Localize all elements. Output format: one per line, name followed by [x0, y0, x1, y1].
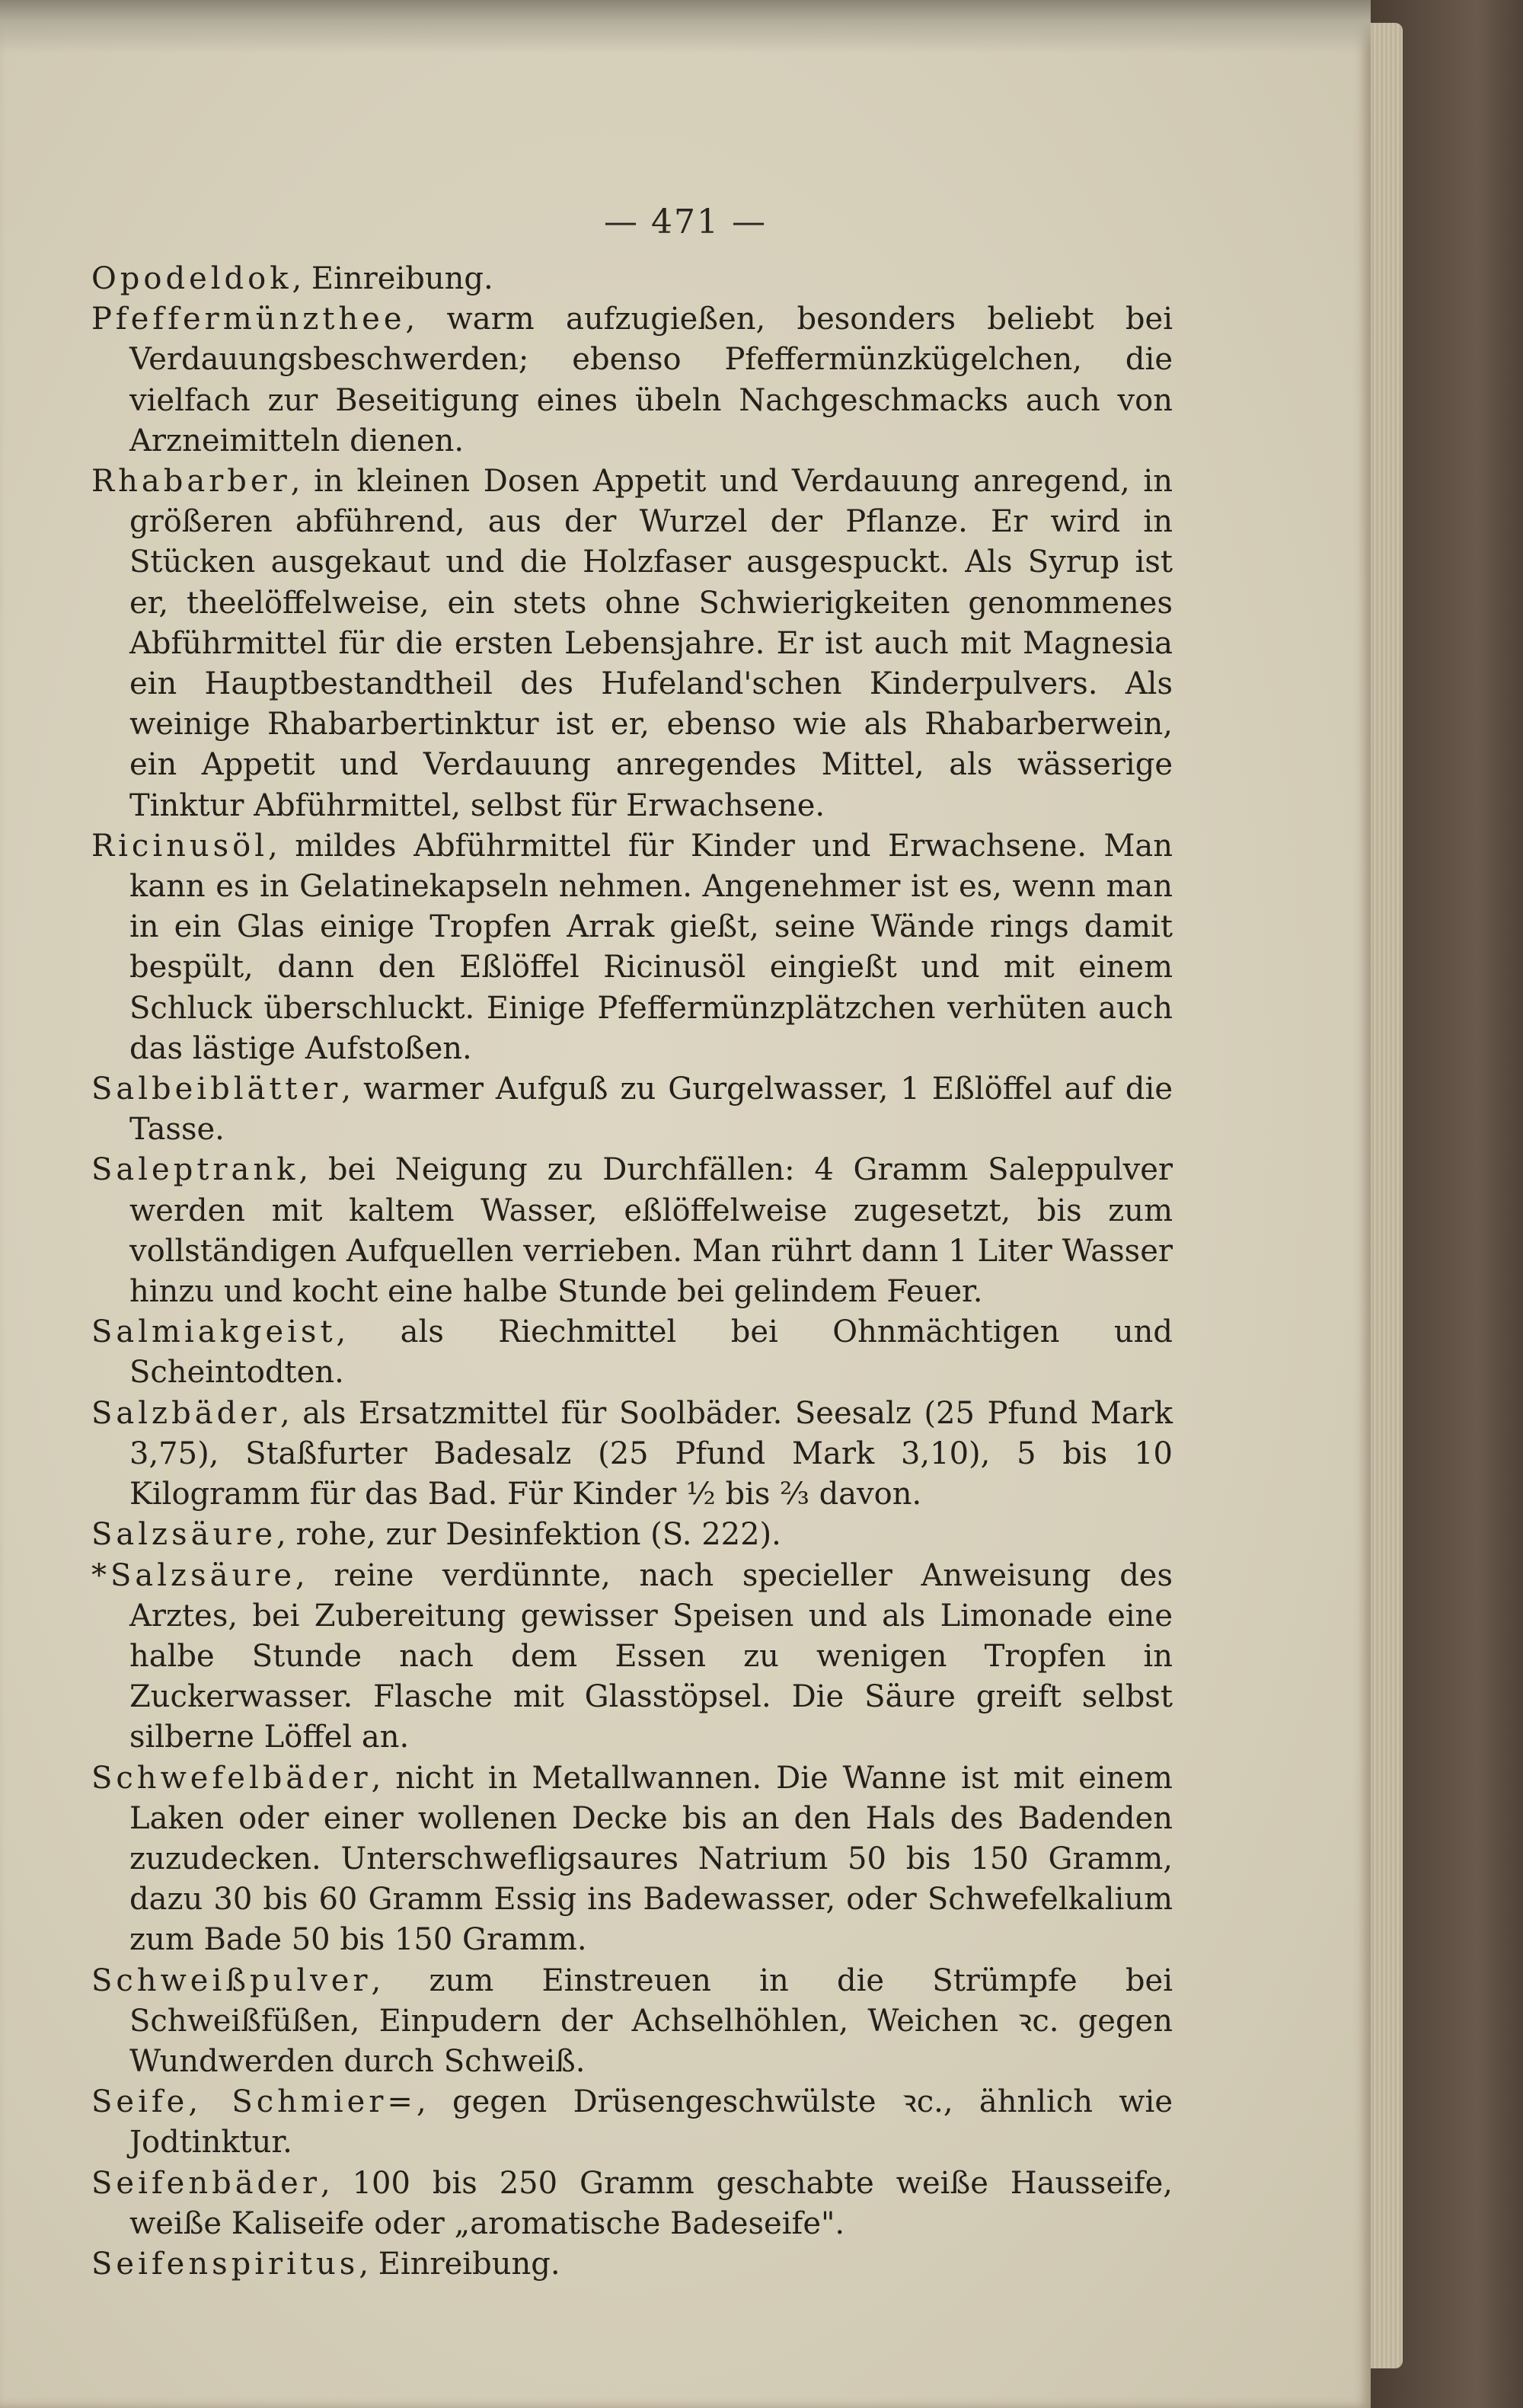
entry-headword: Salzbäder — [91, 1395, 280, 1431]
entry-headword: Ricinusöl — [91, 828, 269, 864]
entry-text: , gegen Drüsengeschwülste ꝛc., ähnlich wie Jodtinktur. — [129, 2084, 1173, 2160]
entry-text: , als Ersatzmittel für Soolbäder. Seesalz (25 Pfund Mark 3,75), Staßfurter Badesalz (25 Pfund Mark 3,10), 5 bis 10 Kilogramm für das Bad. Für Kinder ½ bis ⅔ davon. — [129, 1395, 1173, 1512]
entry — [91, 2244, 1173, 2285]
entry — [91, 1394, 1173, 1515]
entry — [91, 2082, 1173, 2163]
entry — [91, 1556, 1173, 1758]
top-strip — [0, 0, 1371, 53]
entry-headword: Opodeldok — [91, 261, 292, 296]
entry — [91, 299, 1173, 461]
entry — [91, 1069, 1173, 1150]
entry-text: , 100 bis 250 Gramm geschabte weiße Hausseife, weiße Kaliseife oder „aromatische Badeseife". — [129, 2165, 1173, 2241]
entry-headword: Seifenbäder — [91, 2165, 321, 2201]
entry-headword: Rhabarber — [91, 464, 291, 500]
entry — [91, 2164, 1173, 2244]
entry-text: , zum Einstreuen in die Strümpfe bei Schweißfüßen, Einpudern der Achselhöhlen, Weichen ꝛc. gegen Wundwerden durch Schweiß. — [129, 1962, 1173, 2079]
entry — [91, 1515, 1173, 1555]
entry-headword: Salzsäure — [91, 1517, 277, 1553]
entry-list — [91, 259, 1173, 2285]
entry-text: , bei Neigung zu Durchfällen: 4 Gramm Saleppulver werden mit kaltem Wasser, eßlöffelweise zugesetzt, bis zum vollständigen Aufquellen verrieben. Man rührt dann 1 Liter Wasser hinzu und kocht eine halbe Stunde bei gelindem Feuer. — [129, 1152, 1173, 1310]
entry — [91, 1961, 1173, 2083]
entry-headword: Salmiakgeist — [91, 1314, 337, 1350]
entry-text: , in kleinen Dosen Appetit und Verdauung anregend, in größeren abführend, aus der Wurzel der Pflanze. Er wird in Stücken ausgekaut und die Holzfaser ausgespuckt. Als Syrup ist er, theelöffelweise, ein stets ohne Schwierigkeiten genommenes Abführmittel für die ersten Lebensjahre. Er ist auch mit Magnesia ein Hauptbestandtheil des Hufeland'schen Kinderpulvers. Als weinige Rhabarbertinktur ist er, ebenso wie als Rhabarberwein, ein Appetit und Verdauung anregendes Mittel, als wässerige Tinktur Abführmittel, selbst für Erwachsene. — [129, 464, 1173, 823]
entry-text: , als Riechmittel bei Ohnmächtigen und Scheintodten. — [129, 1314, 1173, 1391]
entry-text: , mildes Abführmittel für Kinder und Erwachsene. Man kann es in Gelatinekapseln nehmen. Angenehmer ist es, wenn man in ein Glas einige Tropfen Arrak gießt, seine Wände rings damit bespült, dann den Eßlöffel Ricinusöl eingießt und mit einem Schluck überschluckt. Einige Pfeffermünzplätzchen verhüten auch das lästige Aufstoßen. — [129, 828, 1173, 1066]
entry-headword: Salbeiblätter — [91, 1071, 342, 1107]
entry — [91, 826, 1173, 1069]
entry-headword: Seife, Schmier= — [91, 2084, 417, 2120]
entry-headword: Saleptrank — [91, 1152, 299, 1188]
entry — [91, 1758, 1173, 1961]
entry-text: , rohe, zur Desinfektion (S. 222). — [276, 1517, 781, 1553]
entry-headword: Schweißpulver — [91, 1962, 372, 1998]
entry — [91, 259, 1173, 299]
entry-headword: *Salzsäure — [91, 1557, 296, 1593]
entry — [91, 1150, 1173, 1312]
entry-text: , warm aufzugießen, besonders beliebt bei Verdauungsbeschwerden; ebenso Pfeffermünzkügelchen, die vielfach zur Beseitigung eines übeln Nachgeschmacks auch von Arzneimitteln dienen. — [129, 302, 1173, 458]
entry-headword: Schwefelbäder — [91, 1760, 372, 1796]
entry-headword: Pfeffermünzthee — [91, 302, 406, 337]
entry-text: , warmer Aufguß zu Gurgelwasser, 1 Eßlöffel auf die Tasse. — [129, 1071, 1173, 1148]
entry-text: , Einreibung. — [292, 261, 493, 296]
entry-text: , Einreibung. — [359, 2246, 560, 2282]
page-number: — 471 — — [604, 203, 767, 241]
entry-text: , reine verdünnte, nach specieller Anweisung des Arztes, bei Zubereitung gewisser Speisen und als Limonade eine halbe Stunde nach dem Essen zu wenigen Tropfen in Zuckerwasser. Flasche mit Glasstöpsel. Die Säure greift selbst silberne Löffel an. — [129, 1557, 1173, 1755]
entry-headword: Seifenspiritus — [91, 2246, 359, 2282]
entry — [91, 461, 1173, 826]
entry — [91, 1312, 1173, 1393]
entry-text: , nicht in Metallwannen. Die Wanne ist mit einem Laken oder einer wollenen Decke bis an den Hals des Badenden zuzudecken. Unterschwefligsaures Natrium 50 bis 150 Gramm, dazu 30 bis 60 Gramm Essig ins Badewasser, oder Schwefelkalium zum Bade 50 bis 150 Gramm. — [129, 1760, 1173, 1958]
